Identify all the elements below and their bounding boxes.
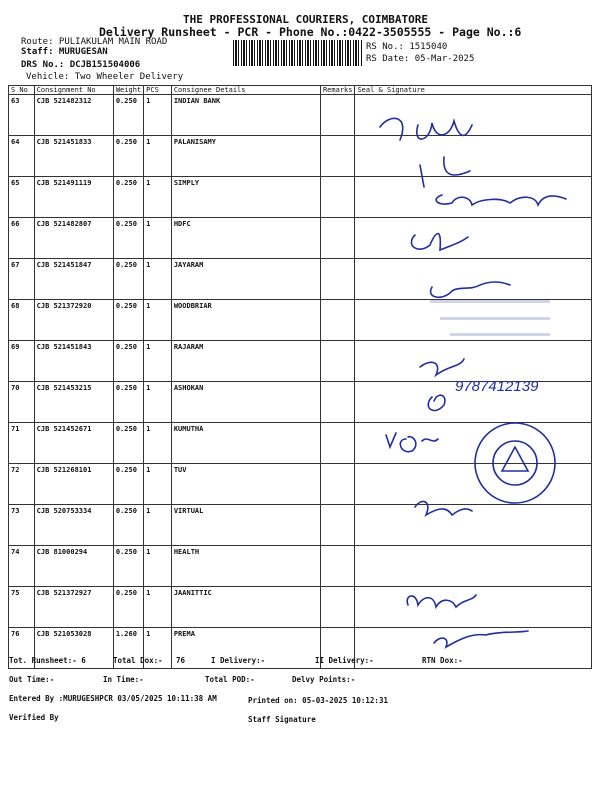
route: Route: PULIAKULAM MAIN ROAD <box>21 37 168 47</box>
consignment-number: CJB 521372920 <box>34 300 113 341</box>
serial-number: 76 <box>9 628 35 669</box>
pcs: 1 <box>144 136 172 177</box>
remarks-cell <box>320 546 355 587</box>
serial-number: 64 <box>9 136 35 177</box>
pcs: 1 <box>144 300 172 341</box>
serial-number: 71 <box>9 423 35 464</box>
weight: 0.250 <box>113 218 143 259</box>
column-header: Remarks <box>320 86 355 95</box>
remarks-cell <box>320 505 355 546</box>
consignment-number: CJB 81000294 <box>34 546 113 587</box>
signature-row-64 <box>420 157 470 187</box>
weight: 0.250 <box>113 423 143 464</box>
column-header: Weight <box>113 86 143 95</box>
consignment-number: CJB 521451843 <box>34 341 113 382</box>
serial-number: 75 <box>9 587 35 628</box>
column-header: Consignment No <box>34 86 113 95</box>
consignee-name: VIRTUAL <box>171 505 320 546</box>
pcs: 1 <box>144 505 172 546</box>
signature-row-63 <box>380 118 472 140</box>
serial-number: 66 <box>9 218 35 259</box>
weight: 0.250 <box>113 546 143 587</box>
signature-row-68 <box>431 282 510 297</box>
verified-by: Verified By <box>9 713 59 722</box>
weight: 0.250 <box>113 382 143 423</box>
serial-number: 65 <box>9 177 35 218</box>
pcs: 1 <box>144 587 172 628</box>
consignee-name: HEALTH <box>171 546 320 587</box>
column-header: Consignee Details <box>171 86 320 95</box>
weight: 0.250 <box>113 136 143 177</box>
remarks-cell <box>320 259 355 300</box>
weight: 0.250 <box>113 341 143 382</box>
signature-row-66 <box>411 234 468 250</box>
rs-date: RS Date: 05-Mar-2025 <box>366 54 475 64</box>
company-name: THE PROFESSIONAL COURIERS, COIMBATORE <box>183 13 429 26</box>
consignee-name: JAANITTIC <box>171 587 320 628</box>
pcs: 1 <box>144 382 172 423</box>
printed-on: Printed on: 05-03-2025 10:12:31 <box>248 696 388 705</box>
serial-number: 70 <box>9 382 35 423</box>
remarks-cell <box>320 341 355 382</box>
vehicle: Vehicle: Two Wheeler Delivery <box>26 72 184 82</box>
drs-number: DRS No.: DCJB151504006 <box>21 60 141 70</box>
consignment-number: CJB 521451847 <box>34 259 113 300</box>
consignee-name: ASHOKAN <box>171 382 320 423</box>
consignment-number: CJB 521451833 <box>34 136 113 177</box>
column-header: S No <box>9 86 35 95</box>
consignee-name: RAJARAM <box>171 341 320 382</box>
serial-number: 63 <box>9 95 35 136</box>
remarks-cell <box>320 464 355 505</box>
signature-row-65 <box>436 195 566 205</box>
table-header-row <box>9 86 592 95</box>
tuv-stamp-outer <box>475 423 555 503</box>
faded-stamp-line <box>430 300 550 303</box>
signature-row-75 <box>407 595 476 607</box>
remarks-cell <box>320 95 355 136</box>
signature-row-70 <box>420 359 464 375</box>
faded-stamp-line <box>450 333 550 336</box>
consignee-name: KUMUTHA <box>171 423 320 464</box>
column-header: Seal & Signature <box>355 86 592 95</box>
weight: 0.250 <box>113 95 143 136</box>
i-delivery: I Delivery:- <box>211 656 266 665</box>
pcs: 1 <box>144 259 172 300</box>
consignee-name: PREMA <box>171 628 320 669</box>
pcs: 1 <box>144 464 172 505</box>
consignee-name: SIMPLY <box>171 177 320 218</box>
weight: 0.250 <box>113 505 143 546</box>
serial-number: 74 <box>9 546 35 587</box>
signature-row-76 <box>434 631 528 647</box>
consignment-number: CJB 521268101 <box>34 464 113 505</box>
signatures-area <box>360 95 592 655</box>
remarks-cell <box>320 382 355 423</box>
remarks-cell <box>320 300 355 341</box>
consignment-number: CJB 521452671 <box>34 423 113 464</box>
total-pod: Total POD:- <box>205 675 255 684</box>
consignment-number: CJB 520753334 <box>34 505 113 546</box>
weight: 0.250 <box>113 587 143 628</box>
total-dox-value: 76 <box>176 656 186 665</box>
serial-number: 68 <box>9 300 35 341</box>
staff: Staff: MURUGESAN <box>21 47 108 57</box>
signature-row-71 <box>386 433 438 452</box>
consignment-number: CJB 521053028 <box>34 628 113 669</box>
pcs: 1 <box>144 218 172 259</box>
signature-row-70b <box>428 395 445 410</box>
weight: 1.260 <box>113 628 143 669</box>
rtn-dox: RTN Dox:- <box>422 656 463 665</box>
consignee-name: TUV <box>171 464 320 505</box>
in-time: In Time:- <box>103 675 144 684</box>
entered-by: Entered By :MURUGESHPCR 03/05/2025 10:11:38 AM <box>9 694 217 703</box>
pcs: 1 <box>144 423 172 464</box>
delvy-points: Delvy Points:- <box>292 675 356 684</box>
serial-number: 67 <box>9 259 35 300</box>
column-header: PCS <box>144 86 172 95</box>
weight: 0.250 <box>113 259 143 300</box>
phone-note: 9787412139 <box>455 378 539 395</box>
tot-runsheet: Tot. Runsheet:- 6 <box>9 656 86 665</box>
remarks-cell <box>320 587 355 628</box>
out-time: Out Time:- <box>9 675 55 684</box>
weight: 0.250 <box>113 464 143 505</box>
remarks-cell <box>320 136 355 177</box>
pcs: 1 <box>144 95 172 136</box>
signature-row-73 <box>415 501 472 515</box>
pcs: 1 <box>144 628 172 669</box>
serial-number: 72 <box>9 464 35 505</box>
consignment-number: CJB 521372927 <box>34 587 113 628</box>
consignment-number: CJB 521491119 <box>34 177 113 218</box>
consignee-name: HDFC <box>171 218 320 259</box>
faded-stamp-line <box>440 317 550 320</box>
total-dox-label: Total Dox:- <box>113 656 163 665</box>
pcs: 1 <box>144 546 172 587</box>
remarks-cell <box>320 218 355 259</box>
ii-delivery: II Delivery:- <box>315 656 374 665</box>
remarks-cell <box>320 177 355 218</box>
consignee-name: WOODBRIAR <box>171 300 320 341</box>
runsheet-title: Delivery Runsheet - PCR - Phone No.:0422-3505555 - Page No.:6 <box>99 25 522 39</box>
staff-signature: Staff Signature <box>248 715 316 724</box>
weight: 0.250 <box>113 177 143 218</box>
consignee-name: PALANISAMY <box>171 136 320 177</box>
weight: 0.250 <box>113 300 143 341</box>
tuv-stamp-triangle <box>502 447 528 471</box>
serial-number: 73 <box>9 505 35 546</box>
pcs: 1 <box>144 341 172 382</box>
consignee-name: JAYARAM <box>171 259 320 300</box>
rs-number: RS No.: 1515040 <box>366 42 448 52</box>
barcode <box>233 40 363 66</box>
remarks-cell <box>320 423 355 464</box>
serial-number: 69 <box>9 341 35 382</box>
consignment-number: CJB 521453215 <box>34 382 113 423</box>
consignment-number: CJB 521482312 <box>34 95 113 136</box>
pcs: 1 <box>144 177 172 218</box>
consignment-number: CJB 521482807 <box>34 218 113 259</box>
consignee-name: INDIAN BANK <box>171 95 320 136</box>
